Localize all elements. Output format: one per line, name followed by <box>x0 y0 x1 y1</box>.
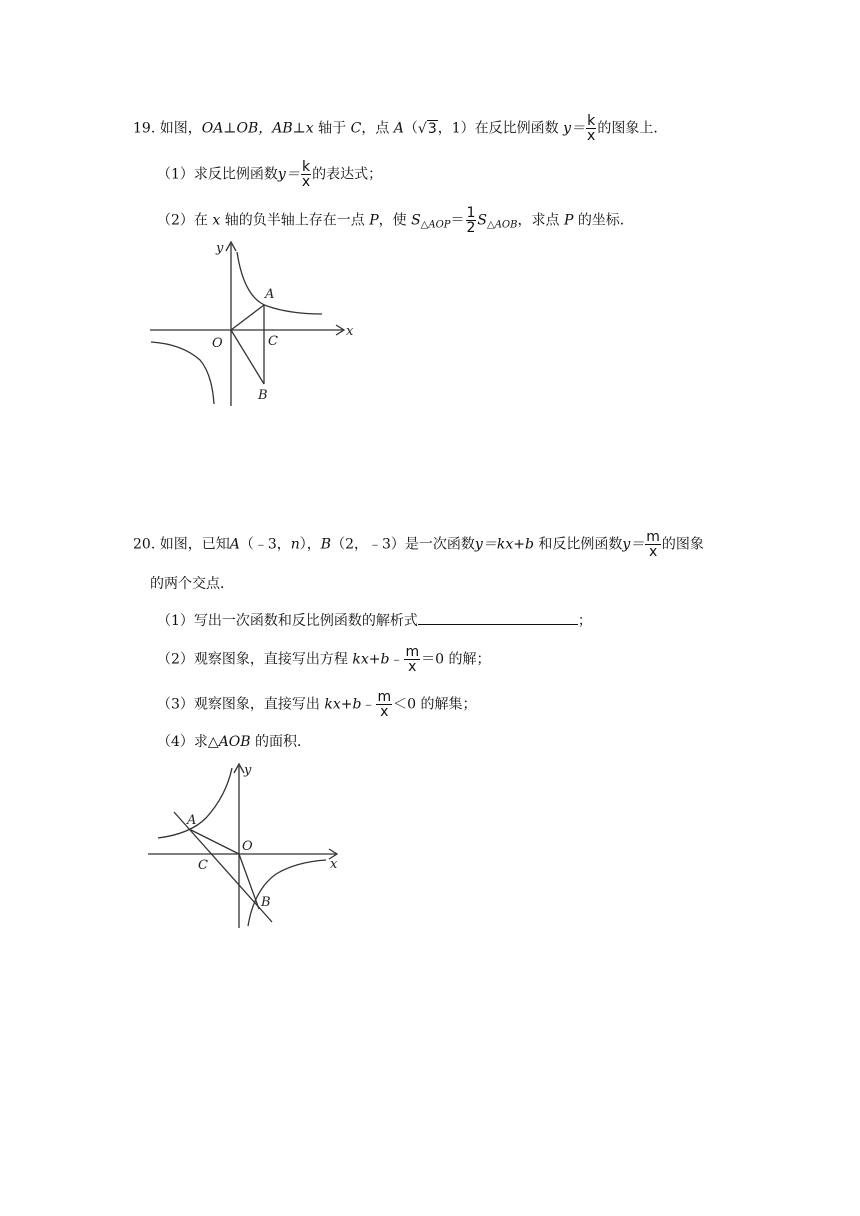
segment-ob <box>231 330 264 384</box>
fraction-m-over-x: $\frac{m}{x}$ <box>646 529 660 560</box>
q20-figure <box>140 760 360 935</box>
label-a: A <box>265 287 275 302</box>
label-x: x <box>346 324 354 339</box>
q20-stem: 20. 如图，已知A（﹣3，n），B（2，﹣3）是一次函数y＝kx+b 和反比例函数y＝ $\frac{m}{x}$ 的图象 <box>133 529 704 560</box>
label-c: C <box>198 858 208 873</box>
hyperbola-branch-q3 <box>151 342 214 404</box>
fraction-one-half: $\frac{1}{2}$ <box>466 205 476 236</box>
label-y: y <box>216 241 224 256</box>
label-b: B <box>261 895 271 910</box>
hyperbola-branch-q4 <box>248 860 326 926</box>
segment-oa <box>231 305 264 330</box>
label-a: A <box>187 813 197 828</box>
hyperbola-branch-q1 <box>237 252 322 314</box>
label-x: x <box>330 857 338 872</box>
fraction-k-over-x: $\frac{k}{x}$ <box>587 113 596 144</box>
segment-oa <box>191 830 239 854</box>
label-y: y <box>244 763 252 778</box>
q20-number: 20. <box>133 536 156 553</box>
answer-blank <box>418 610 578 625</box>
q19-number: 19. <box>133 120 156 137</box>
q19-part2: （2）在 x 轴的负半轴上存在一点 P，使 $S_{\triangle AOP}=$ $\frac{1}{2}$ $S_{\triangle AOB}$，求点 P 的坐标． <box>157 205 634 236</box>
q20-part3: （3）观察图象，直接写出 kx+b﹣ $\frac{m}{x}$ ＜0 的解集； <box>157 689 477 720</box>
q19-figure <box>140 236 370 411</box>
label-o: O <box>212 336 223 351</box>
q20-part1: （1）写出一次函数和反比例函数的解析式 ； <box>157 610 592 631</box>
segment-ob <box>239 854 259 909</box>
q20-part4: （4）求△AOB 的面积． <box>157 734 312 750</box>
q19-part1: （1）求反比例函数y＝ $\frac{k}{x}$ 的表达式； <box>157 159 383 190</box>
q20-stem-cont: 的两个交点． <box>150 576 234 592</box>
q20-part2: （2）观察图象，直接写出方程 kx+b﹣ $\frac{m}{x}$ ＝0 的解； <box>157 644 491 675</box>
sqrt-three: √3 <box>417 120 437 137</box>
q19-stem: 19. 如图，OA⊥OB，AB⊥x 轴于 C，点 A（√3，1）在反比例函数 y＝ $\frac{k}{x}$ 的图象上． <box>133 113 668 144</box>
fraction-k-over-x: $\frac{k}{x}$ <box>301 159 311 190</box>
label-c: C <box>268 334 278 349</box>
label-o: O <box>242 839 253 854</box>
label-b: B <box>258 388 268 403</box>
fraction-m-over-x: $\frac{m}{x}$ <box>405 644 420 675</box>
fraction-m-over-x: $\frac{m}{x}$ <box>377 689 392 720</box>
